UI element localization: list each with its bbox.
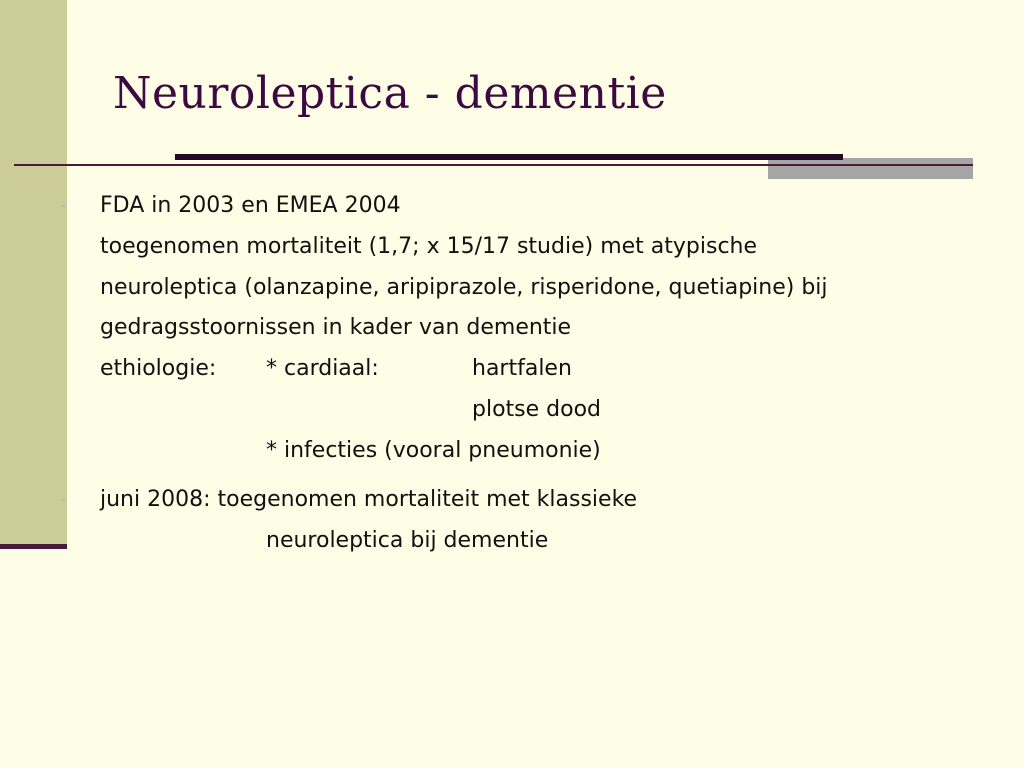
bullet-1-line-1: FDA in 2003 en EMEA 2004 [100, 193, 401, 218]
bullet-marker: - [60, 195, 67, 216]
ethiology-infection: * infecties (vooral pneumonie) [266, 438, 601, 463]
bullet-marker: - [60, 489, 67, 510]
ethiology-cardiac-item-2: plotse dood [472, 397, 602, 422]
slide-title: Neuroleptica - dementie [113, 68, 667, 119]
bullet-1-line-2: toegenomen mortaliteit (1,7; x 15/17 studie) met atypische [100, 234, 758, 259]
bullet-1-line-4: gedragsstoornissen in kader van dementie [100, 315, 572, 340]
bullet-2-line-2: neuroleptica bij dementie [266, 528, 549, 553]
ethiology-label: ethiologie: [100, 356, 217, 381]
bullet-2-line-1: juni 2008: toegenomen mortaliteit met klassieke [100, 487, 638, 512]
ethiology-cardiac-label: * cardiaal: [266, 356, 379, 381]
bullet-1-line-3: neuroleptica (olanzapine, aripiprazole, risperidone, quetiapine) bij [100, 275, 828, 300]
ethiology-cardiac-item-1: hartfalen [472, 356, 572, 381]
